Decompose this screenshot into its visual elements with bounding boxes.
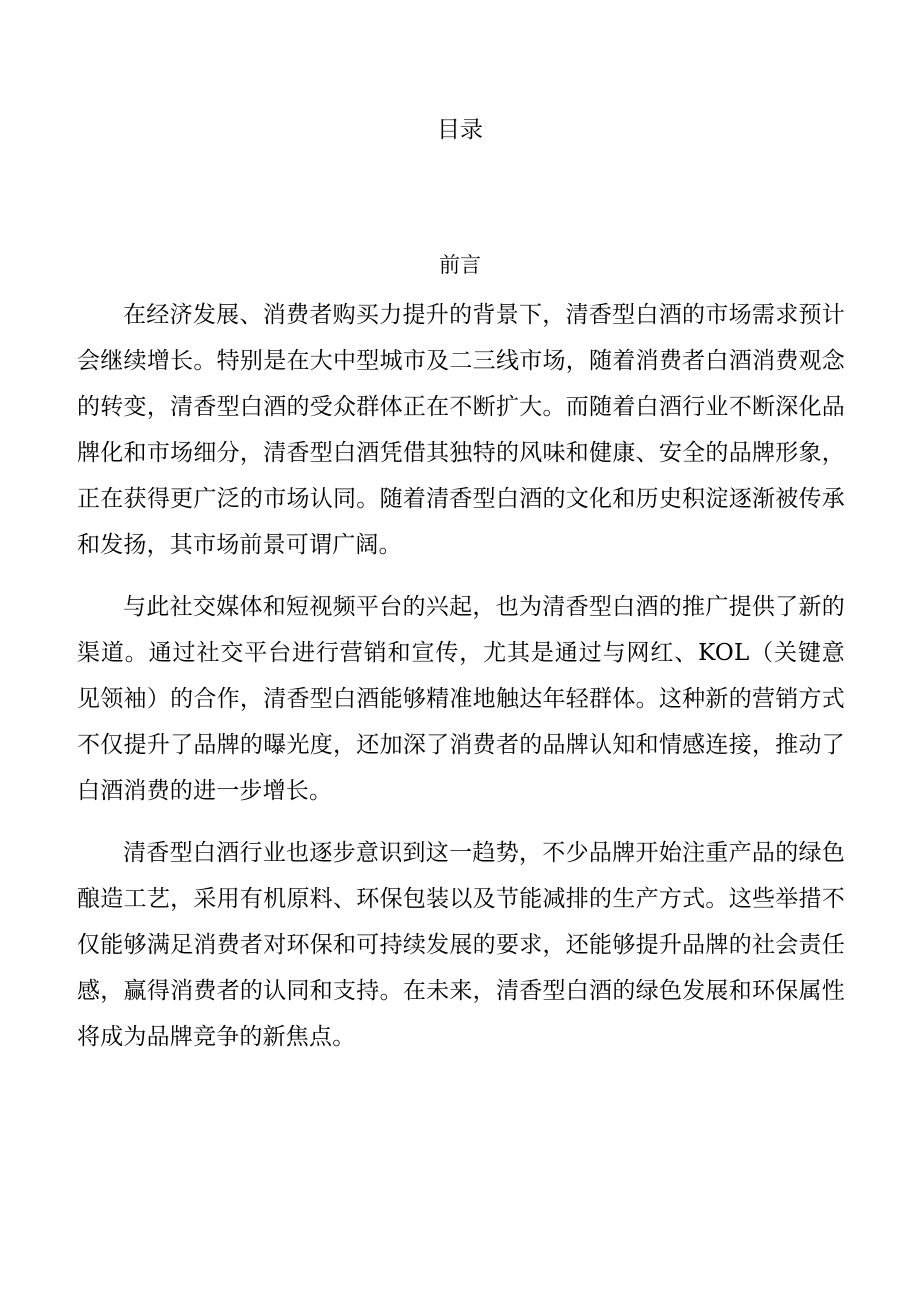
paragraph: 清香型白酒行业也逐步意识到这一趋势，不少品牌开始注重产品的绿色酿造工艺，采用有机原料、环保包装以及节能减排的生产方式。这些举措不仅能够满足消费者对环保和可持续发展的要求，还能够提升品牌的社会责任感，赢得消费者的认同和支持。在未来，清香型白酒的绿色发展和环保属性将成为品牌竞争的新焦点。 — [77, 840, 845, 1050]
toc-title: 目录 — [437, 117, 483, 143]
preface-title: 前言 — [439, 253, 481, 277]
preface-body — [77, 292, 845, 1076]
paragraph: 在经济发展、消费者购买力提升的背景下，清香型白酒的市场需求预计会继续增长。特别是在大中型城市及二三线市场，随着消费者白酒消费观念的转变，清香型白酒的受众群体正在不断扩大。而随着白酒行业不断深化品牌化和市场细分，清香型白酒凭借其独特的风味和健康、安全的品牌形象，正在获得更广泛的市场认同。随着清香型白酒的文化和历史积淀逐渐被传承和发扬，其市场前景可谓广阔。 — [77, 302, 845, 558]
paragraph: 与此社交媒体和短视频平台的兴起，也为清香型白酒的推广提供了新的渠道。通过社交平台进行营销和宣传，尤其是通过与网红、KOL（关键意见领袖）的合作，清香型白酒能够精准地触达年轻群体。这种新的营销方式不仅提升了品牌的曝光度，还加深了消费者的品牌认知和情感连接，推动了白酒消费的进一步增长。 — [77, 594, 845, 804]
